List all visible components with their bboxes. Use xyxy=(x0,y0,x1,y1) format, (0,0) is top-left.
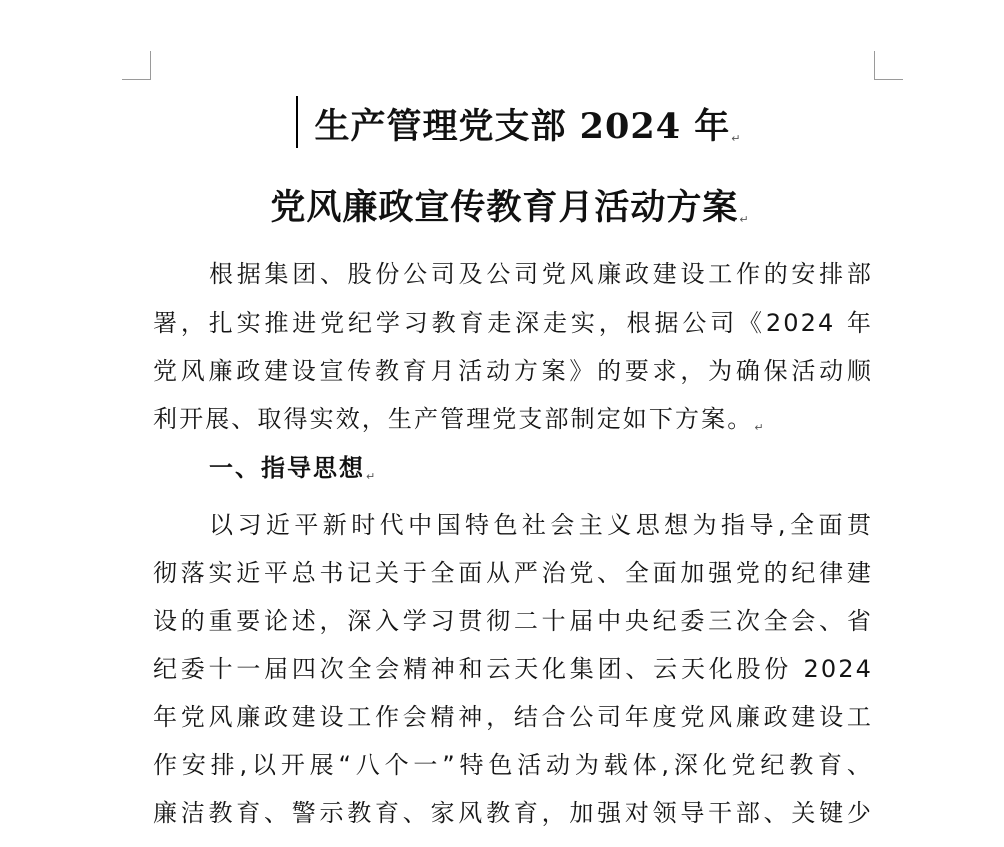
paragraph-2-line-3[interactable]: 设的重要论述，深入学习贯彻二十届中央纪委三次全会、省 xyxy=(153,607,873,635)
section-heading-guiding-ideology[interactable]: 一、指导思想↵ xyxy=(209,454,378,483)
paragraph-1-line-2[interactable]: 署，扎实推进党纪学习教育走深走实，根据公司《2024 年 xyxy=(153,309,873,337)
paragraph-mark-icon: ↵ xyxy=(731,132,742,145)
document-title-line-1[interactable]: 生产管理党支部 2024 年↵ xyxy=(314,106,742,147)
paragraph-1-line-4[interactable]: 利开展、取得实效，生产管理党支部制定如下方案。↵ xyxy=(153,405,766,434)
paragraph-2-line-1[interactable]: 以习近平新时代中国特色社会主义思想为指导,全面贯 xyxy=(209,511,873,539)
paragraph-2-line-2[interactable]: 彻落实近平总书记关于全面从严治党、全面加强党的纪律建 xyxy=(153,559,873,587)
paragraph-1-line-3[interactable]: 党风廉政建设宣传教育月活动方案》的要求，为确保活动顺 xyxy=(153,357,873,385)
paragraph-mark-icon: ↵ xyxy=(739,213,750,226)
paragraph-mark-icon: ↵ xyxy=(754,421,766,434)
paragraph-mark-icon: ↵ xyxy=(366,470,378,483)
paragraph-2-line-5[interactable]: 年党风廉政建设工作会精神，结合公司年度党风廉政建设工 xyxy=(153,703,873,731)
paragraph-2-line-6[interactable]: 作安排,以开展“八个一”特色活动为载体,深化党纪教育、 xyxy=(153,751,873,779)
paragraph-2-line-7[interactable]: 廉洁教育、警示教育、家风教育，加强对领导干部、关键少 xyxy=(153,799,873,827)
crop-mark-top-right xyxy=(874,51,903,80)
document-title-line-2[interactable]: 党风廉政宣传教育月活动方案↵ xyxy=(270,187,750,228)
crop-mark-top-left xyxy=(122,51,151,80)
paragraph-2-line-4[interactable]: 纪委十一届四次全会精神和云天化集团、云天化股份 2024 xyxy=(153,655,873,683)
paragraph-1-line-1[interactable]: 根据集团、股份公司及公司党风廉政建设工作的安排部 xyxy=(209,260,873,288)
